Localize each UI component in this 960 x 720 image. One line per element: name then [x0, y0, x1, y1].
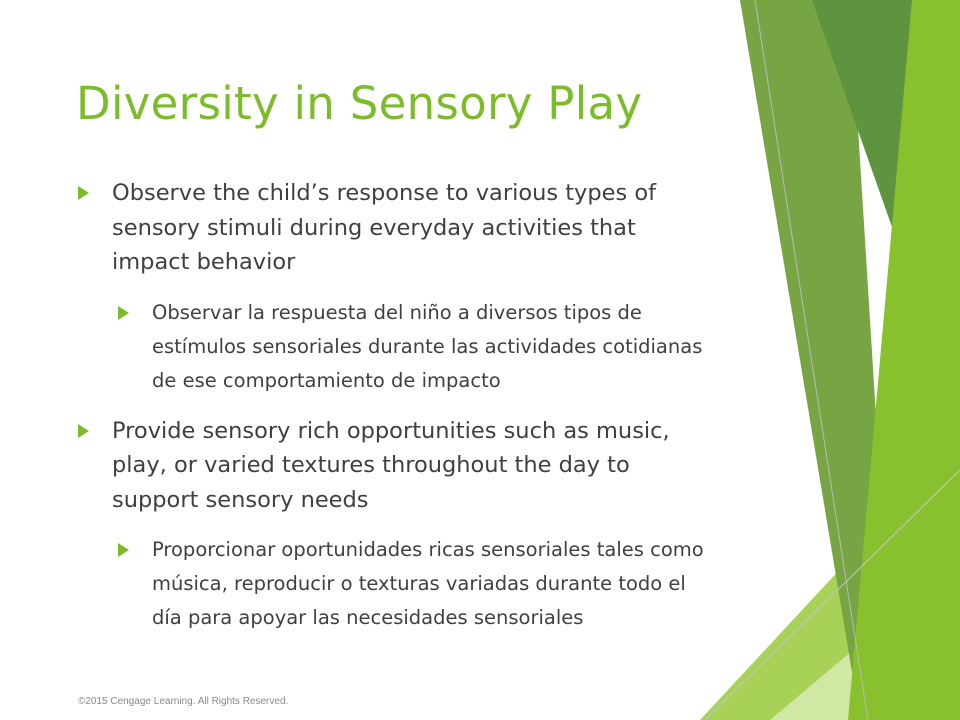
triangle-right-icon	[118, 306, 129, 320]
bullet-text: Provide sensory rich opportunities such as music, play, or varied textures throughout the day to support sensory needs	[112, 417, 670, 513]
bullet-text: Observe the child’s response to various types of sensory stimuli during everyday activities that impact behavior	[112, 180, 657, 275]
bullet-item-2	[78, 414, 718, 518]
slide-title: Diversity in Sensory Play	[76, 77, 643, 130]
sub-bullet-item-2	[78, 533, 718, 635]
copyright-footer: ©2015 Cengage Learning. All Rights Reserved.	[78, 696, 289, 707]
bullet-item-1	[78, 176, 718, 280]
triangle-right-icon	[78, 424, 89, 438]
triangle-right-icon	[78, 186, 89, 200]
triangle-right-icon	[118, 543, 129, 557]
sub-bullet-text: Proporcionar oportunidades ricas sensoriales tales como música, reproducir o texturas variadas durante todo el día para apoyar las necesidades sensoriales	[152, 538, 704, 629]
bullet-list	[78, 176, 718, 635]
sub-bullet-item-1	[78, 296, 718, 398]
sub-bullet-text: Observar la respuesta del niño a diversos tipos de estímulos sensoriales durante las actividades cotidianas de ese comportamiento de impacto	[152, 300, 703, 392]
